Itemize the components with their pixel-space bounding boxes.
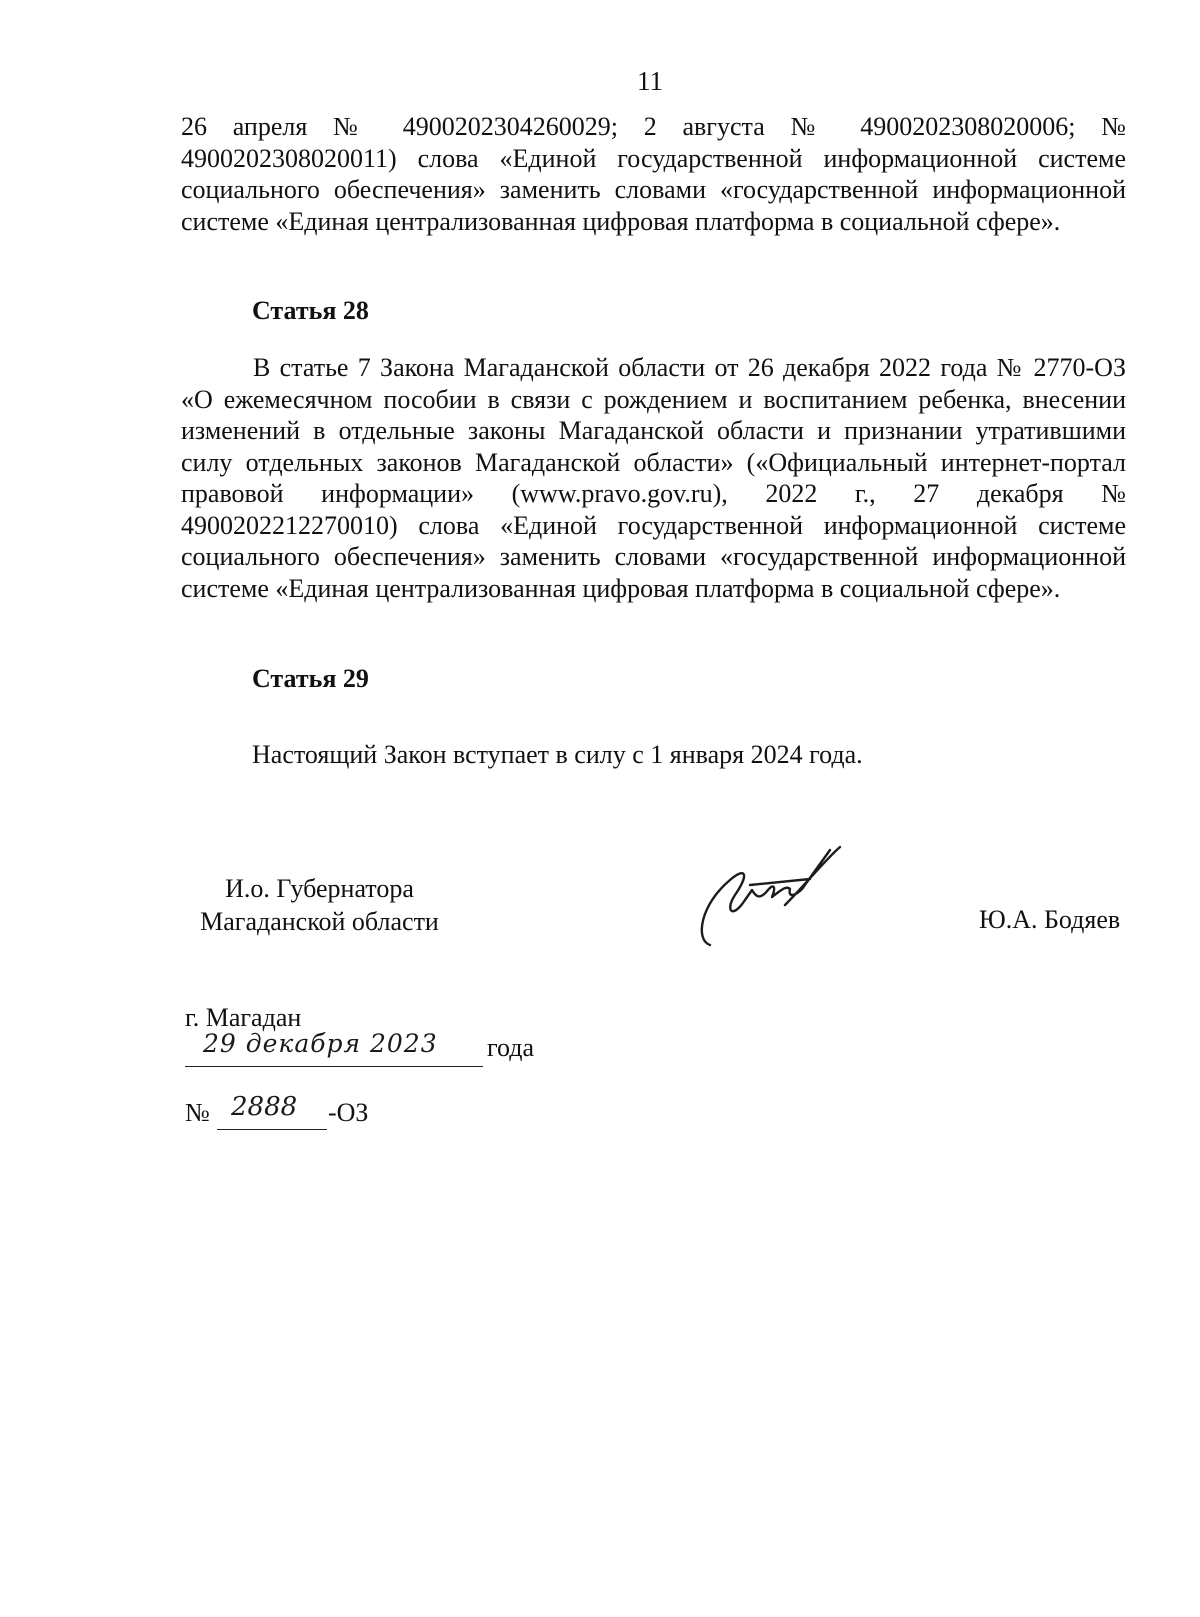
signing-date: [185, 1029, 545, 1073]
signatory-title: [187, 872, 452, 938]
date-suffix: года: [487, 1033, 535, 1062]
article-29-heading: Статья 29: [252, 664, 369, 693]
date-underline: [185, 1066, 483, 1067]
place-of-signing: г. Магадан: [185, 1003, 302, 1032]
handwritten-signature: [690, 845, 865, 955]
article-28-text: В статье 7 Закона Магаданской области от 26 декабря 2022 года № 2770-ОЗ «О ежемесячном пособии в связи с рождением и воспитанием ребенка, внесении изменений в отдельные законы Магаданской области и признании утратившими силу отдельных законов Магаданской области» («Официальный интернет-портал правовой информации» (www.pravo.gov.ru), 2022 г., 27 декабря № 4900202212270010) слова «Единой государственной информационной системе социального обеспечения» заменить словами «государственной информационной системе «Единая централизованная цифровая платформа в социальной сфере».: [181, 353, 1126, 603]
article-28-heading: Статья 28: [252, 296, 369, 325]
law-number: [185, 1092, 435, 1138]
signatory-name: Ю.А. Бодяев: [979, 905, 1121, 934]
page-number: 11: [637, 66, 663, 96]
continued-paragraph: 26 апреля № 4900202304260029; 2 августа № 4900202308020006; № 4900202308020011) слова «Единой государственной информационной системе социального обеспечения» заменить словами «государственной информационной системе «Единая централизованная цифровая платформа в социальной сфере».: [181, 112, 1126, 236]
signatory-title-line1: И.о. Губернатора: [225, 874, 414, 903]
article-29-text: Настоящий Закон вступает в силу с 1 января 2024 года.: [252, 740, 863, 769]
number-underline: [217, 1129, 327, 1130]
signatory-title-line2: Магаданской области: [200, 907, 439, 936]
handwritten-date: 29 декабря 2023: [203, 1029, 438, 1058]
handwritten-number: 2888: [231, 1092, 298, 1122]
number-sign: №: [185, 1098, 210, 1127]
number-suffix: -ОЗ: [328, 1098, 369, 1127]
